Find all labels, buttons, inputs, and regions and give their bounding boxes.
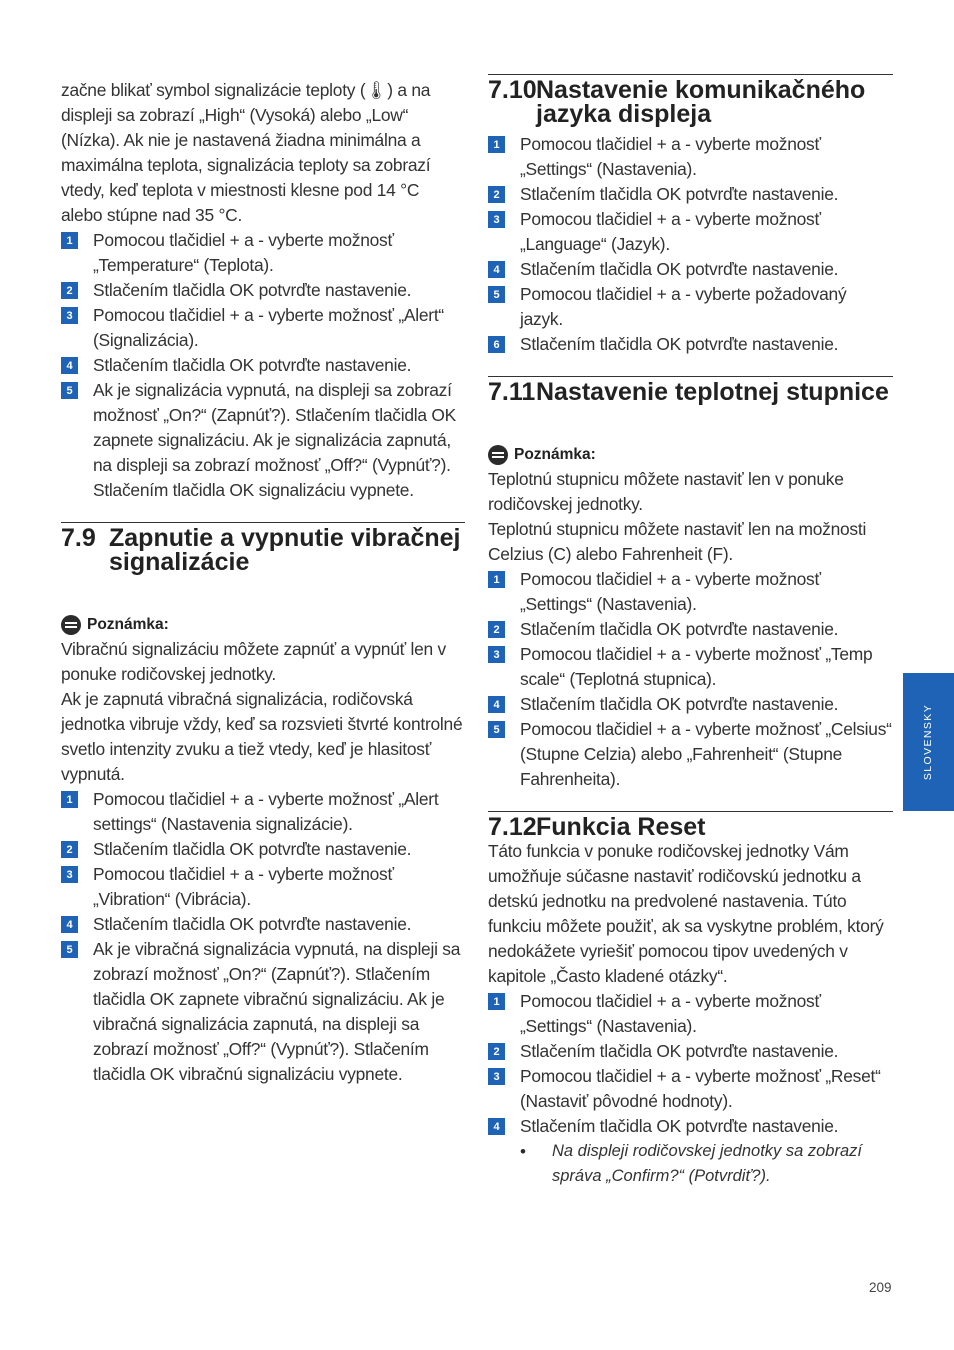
step-item: [488, 692, 893, 717]
step-item: [61, 378, 465, 503]
step-number: 1: [488, 136, 505, 153]
step-text: Pomocou tlačidiel + a - vyberte možnosť „Temp scale“ (Teplotná stupnica).: [520, 644, 873, 689]
step-text: Stlačením tlačidla OK potvrďte nastavenie.: [520, 184, 839, 204]
note-text: Vibračnú signalizáciu môžete zapnúť a vypnúť len v ponuke rodičovskej jednotky.: [61, 639, 446, 684]
temperature-alert-steps: [61, 228, 465, 503]
step-item: [488, 989, 893, 1039]
intro-paragraph: začne blikať symbol signalizácie teploty (🌡) a na displeji sa zobrazí „High“ (Vysoká) alebo „Low“ (Nízka). Ak nie je nastavená žiadna minimálna a maximálna teplota, signalizácia teploty sa zobrazí vtedy, keď teplota v miestnosti klesne pod 14 °C alebo stúpne nad 35 °C.: [61, 80, 431, 225]
left-column: [61, 78, 465, 1087]
step-item: [488, 132, 893, 182]
section-heading-7-11: [488, 376, 893, 404]
step-item: [488, 642, 893, 692]
page-number: 209: [869, 1280, 892, 1295]
step-item: [61, 912, 465, 937]
step-number: 3: [61, 307, 78, 324]
vibration-steps: [61, 787, 465, 1087]
language-side-tab: [903, 673, 954, 811]
step-number: 3: [488, 1068, 505, 1085]
step-number: 1: [488, 993, 505, 1010]
step-text: Stlačením tlačidla OK potvrďte nastavenie.: [520, 694, 839, 714]
right-column: [488, 74, 893, 1189]
step-number: 4: [61, 916, 78, 933]
step-item: [61, 787, 465, 837]
step-text: Stlačením tlačidla OK potvrďte nastavenie.: [93, 280, 412, 300]
step-number: 4: [488, 1118, 505, 1135]
language-steps: [488, 132, 893, 357]
step-number: 3: [488, 646, 505, 663]
step-item: [488, 617, 893, 642]
step-number: 5: [61, 941, 78, 958]
step-number: 6: [488, 336, 505, 353]
note-text: Teplotnú stupnicu môžete nastaviť len na možnosti Celzius (C) alebo Fahrenheit (F).: [488, 519, 867, 564]
step-number: 5: [488, 286, 505, 303]
step-text: Ak je signalizácia vypnutá, na displeji sa zobrazí možnosť „On?“ (Zapnúť?). Stlačením tlačidla OK zapnete signalizáciu. Ak je signalizácia zapnutá, na displeji sa zobrazí možnosť „Off?“ (Vypnúť?). Stlačením tlačidla OK signalizáciu vypnete.: [93, 380, 457, 500]
reset-intro: Táto funkcia v ponuke rodičovskej jednotky Vám umožňuje súčasne nastaviť rodičovskú jednotku a detskú jednotku na predvolené nastavenia. Túto funkciu môžete použiť, ak sa vyskytne problém, ktorý nedokážete vyriešiť pomocou tipov uvedených v kapitole „Často kladené otázky“.: [488, 841, 884, 986]
step-number: 2: [61, 282, 78, 299]
step-item: [61, 303, 465, 353]
step-item: [488, 257, 893, 282]
step-item: [61, 862, 465, 912]
section-title: Nastavenie komunikačného jazyka displeja: [536, 76, 866, 128]
step-number: 1: [61, 791, 78, 808]
reset-steps: [488, 989, 893, 1139]
note-header: [488, 442, 893, 467]
note-label: Poznámka:: [514, 445, 596, 463]
step-item: [488, 282, 893, 332]
note-icon: [488, 445, 508, 465]
side-tab-label: SLOVENSKY: [922, 703, 935, 781]
step-text: Stlačením tlačidla OK potvrďte nastavenie.: [520, 619, 839, 639]
step-text: Pomocou tlačidiel + a - vyberte požadovaný jazyk.: [520, 284, 847, 329]
step-number: 3: [488, 211, 505, 228]
step-number: 4: [488, 261, 505, 278]
step-number: 1: [488, 571, 505, 588]
section-title: Funkcia Reset: [536, 813, 706, 841]
step-number: 2: [488, 621, 505, 638]
step-text: Pomocou tlačidiel + a - vyberte možnosť „Alert“ (Signalizácia).: [93, 305, 444, 350]
result-bullet: [520, 1139, 893, 1189]
step-number: 2: [61, 841, 78, 858]
step-item: [488, 207, 893, 257]
step-number: 4: [488, 696, 505, 713]
step-item: [61, 278, 465, 303]
step-number: 4: [61, 357, 78, 374]
step-number: 2: [488, 186, 505, 203]
step-item: [61, 353, 465, 378]
step-text: Stlačením tlačidla OK potvrďte nastavenie.: [520, 1041, 839, 1061]
section-number: 7.11: [488, 378, 536, 406]
step-item: [488, 1039, 893, 1064]
step-text: Pomocou tlačidiel + a - vyberte možnosť „Settings“ (Nastavenia).: [520, 569, 821, 614]
step-item: [488, 567, 893, 617]
step-text: Pomocou tlačidiel + a - vyberte možnosť „Language“ (Jazyk).: [520, 209, 821, 254]
step-text: Stlačením tlačidla OK potvrďte nastavenie.: [520, 1116, 839, 1136]
section-title: Nastavenie teplotnej stupnice: [536, 378, 889, 406]
section-number: 7.12: [488, 813, 537, 841]
section-number: 7.10: [488, 76, 537, 104]
step-item: [488, 1114, 893, 1139]
step-number: 1: [61, 232, 78, 249]
section-number: 7.9: [61, 524, 96, 552]
step-text: Stlačením tlačidla OK potvrďte nastavenie.: [93, 839, 412, 859]
step-item: [488, 332, 893, 357]
section-title: Zapnutie a vypnutie vibračnej signalizácie: [109, 524, 461, 576]
note-icon: [61, 615, 81, 635]
note-text: Teplotnú stupnicu môžete nastaviť len v ponuke rodičovskej jednotky.: [488, 469, 844, 514]
bullet-dot: •: [520, 1142, 526, 1161]
step-item: [488, 717, 893, 792]
step-number: 5: [61, 382, 78, 399]
step-text: Stlačením tlačidla OK potvrďte nastavenie.: [93, 914, 412, 934]
step-text: Pomocou tlačidiel + a - vyberte možnosť „Vibration“ (Vibrácia).: [93, 864, 394, 909]
section-heading-7-12: [488, 811, 893, 839]
step-number: 3: [61, 866, 78, 883]
step-text: Pomocou tlačidiel + a - vyberte možnosť „Settings“ (Nastavenia).: [520, 134, 821, 179]
step-item: [61, 228, 465, 278]
bullet-text: Na displeji rodičovskej jednotky sa zobrazí správa „Confirm?“ (Potvrdiť?).: [552, 1142, 862, 1185]
step-text: Stlačením tlačidla OK potvrďte nastavenie.: [93, 355, 412, 375]
step-number: 5: [488, 721, 505, 738]
temp-scale-steps: [488, 567, 893, 792]
note-text: Ak je zapnutá vibračná signalizácia, rodičovská jednotka vibruje vždy, keď sa rozsvieti štvrté kontrolné svetlo intenzity zvuku a tiež vtedy, keď je hlasitosť vypnutá.: [61, 689, 463, 784]
step-text: Pomocou tlačidiel + a - vyberte možnosť „Alert settings“ (Nastavenia signalizácie).: [93, 789, 439, 834]
step-number: 2: [488, 1043, 505, 1060]
step-text: Pomocou tlačidiel + a - vyberte možnosť „Settings“ (Nastavenia).: [520, 991, 821, 1036]
note-header: [61, 612, 465, 637]
step-text: Pomocou tlačidiel + a - vyberte možnosť „Celsius“ (Stupne Celzia) alebo „Fahrenheit“ (Stupne Fahrenheita).: [520, 719, 892, 789]
step-text: Pomocou tlačidiel + a - vyberte možnosť „Reset“ (Nastaviť pôvodné hodnoty).: [520, 1066, 881, 1111]
step-text: Pomocou tlačidiel + a - vyberte možnosť „Temperature“ (Teplota).: [93, 230, 394, 275]
step-text: Stlačením tlačidla OK potvrďte nastavenie.: [520, 334, 839, 354]
note-label: Poznámka:: [87, 615, 169, 633]
step-item: [488, 1064, 893, 1114]
step-item: [488, 182, 893, 207]
step-text: Ak je vibračná signalizácia vypnutá, na displeji sa zobrazí možnosť „On?“ (Zapnúť?). Stlačením tlačidla OK zapnete vibračnú signalizáciu. Ak je vibračná signalizácia zapnutá, na displeji sa zobrazí možnosť „Off?“ (Vypnúť?). Stlačením tlačidla OK vibračnú signalizáciu vypnete.: [93, 939, 461, 1084]
step-text: Stlačením tlačidla OK potvrďte nastavenie.: [520, 259, 839, 279]
step-item: [61, 837, 465, 862]
section-heading-7-9: [61, 522, 465, 574]
section-heading-7-10: [488, 74, 893, 126]
step-item: [61, 937, 465, 1087]
